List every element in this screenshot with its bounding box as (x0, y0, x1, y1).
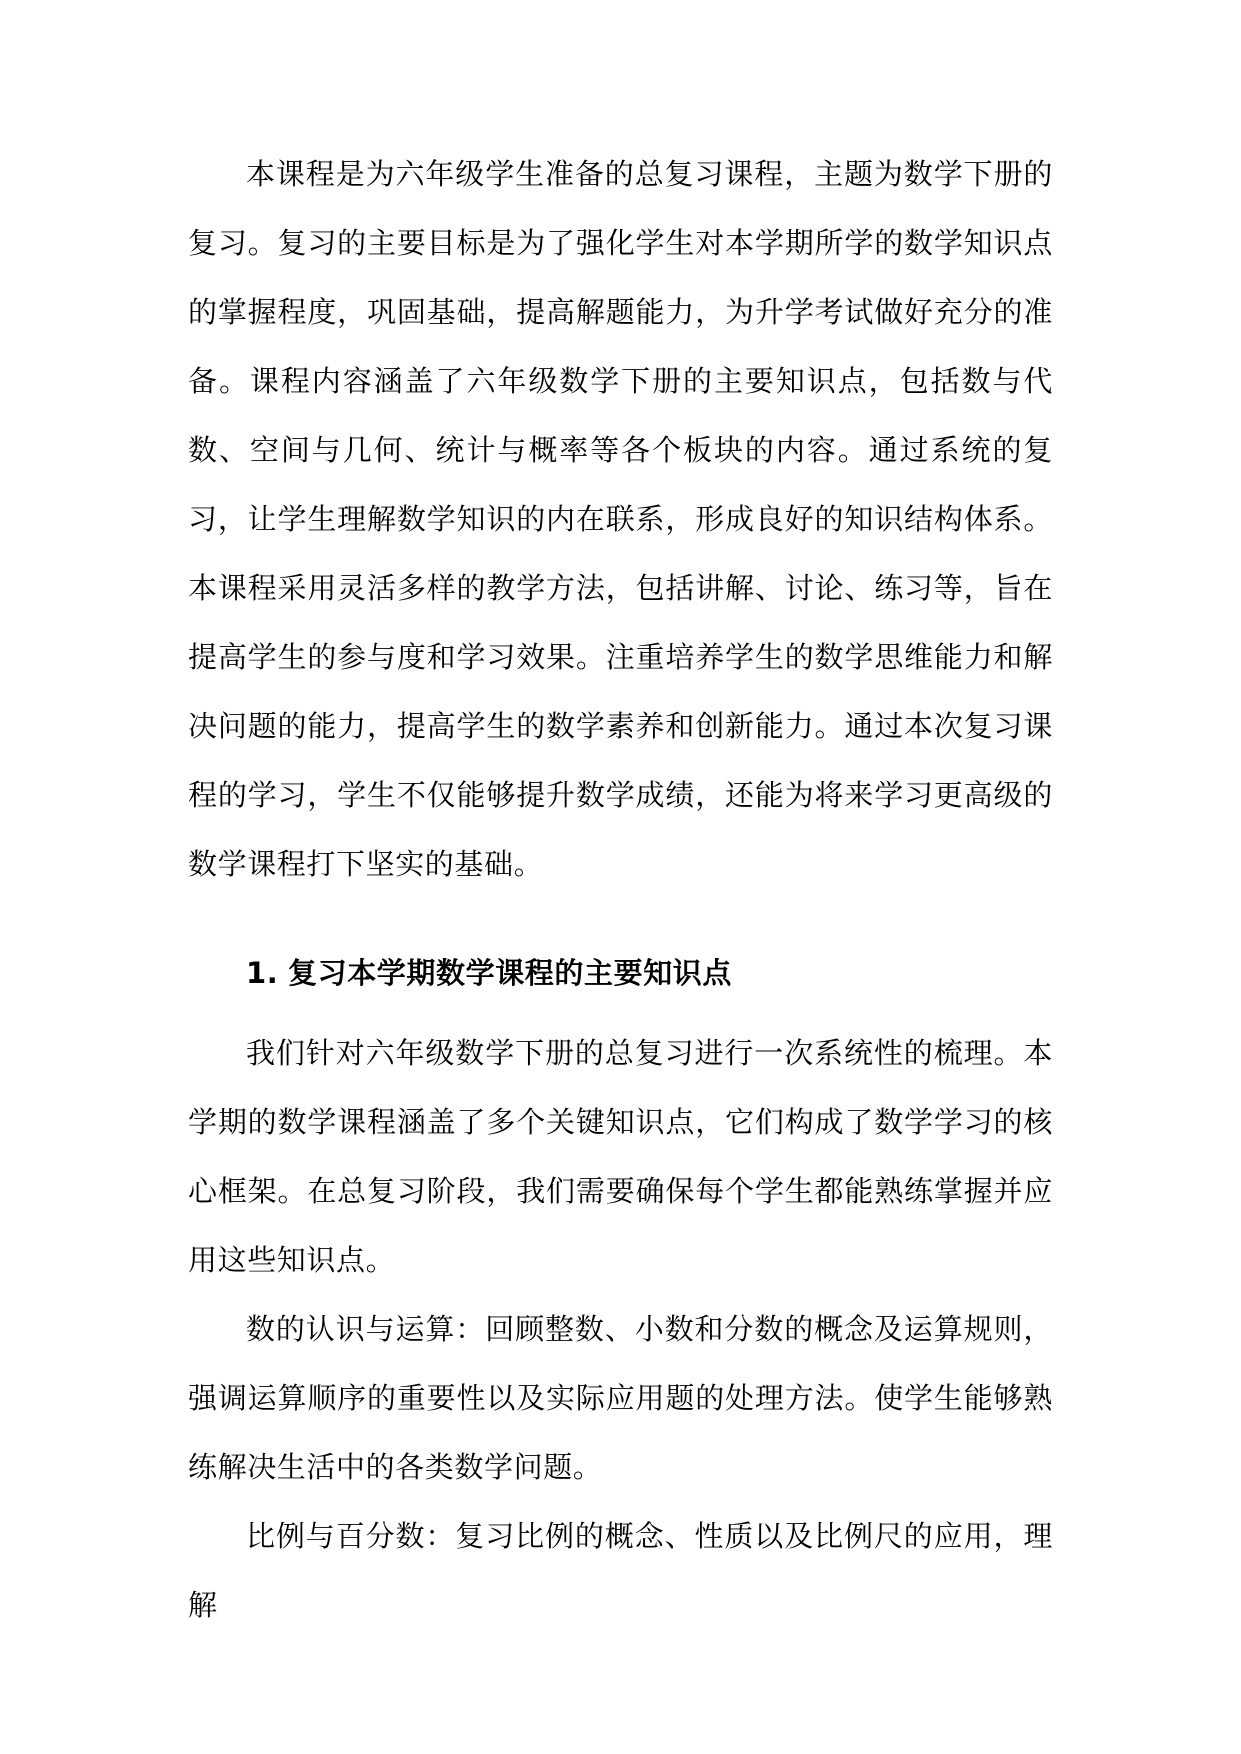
section-heading (188, 943, 1053, 1003)
document-body (188, 140, 1053, 1640)
section-title: 复习本学期数学课程的主要知识点 (288, 956, 733, 990)
section-paragraph: 我们针对六年级数学下册的总复习进行一次系统性的梳理。本学期的数学课程涵盖了多个关键知识点，它们构成了数学学习的核心框架。在总复习阶段，我们需要确保每个学生都能熟练掌握并应用这些知识点。 (188, 1036, 1053, 1277)
section-paragraph: 数的认识与运算：回顾整数、小数和分数的概念及运算规则，强调运算顺序的重要性以及实际应用题的处理方法。使学生能够熟练解决生活中的各类数学问题。 (188, 1312, 1053, 1484)
section-paragraph: 比例与百分数：复习比例的概念、性质以及比例尺的应用，理解 (188, 1519, 1053, 1622)
section-number: 1. (246, 956, 279, 990)
intro-paragraph: 本课程是为六年级学生准备的总复习课程，主题为数学下册的复习。复习的主要目标是为了强化学生对本学期所学的数学知识点的掌握程度，巩固基础，提高解题能力，为升学考试做好充分的准备。课程内容涵盖了六年级数学下册的主要知识点，包括数与代数、空间与几何、统计与概率等各个板块的内容。通过系统的复习，让学生理解数学知识的内在联系，形成良好的知识结构体系。本课程采用灵活多样的教学方法，包括讲解、讨论、练习等，旨在提高学生的参与度和学习效果。注重培养学生的数学思维能力和解决问题的能力，提高学生的数学素养和创新能力。通过本次复习课程的学习，学生不仅能够提升数学成绩，还能为将来学习更高级的数学课程打下坚实的基础。 (188, 157, 1053, 881)
